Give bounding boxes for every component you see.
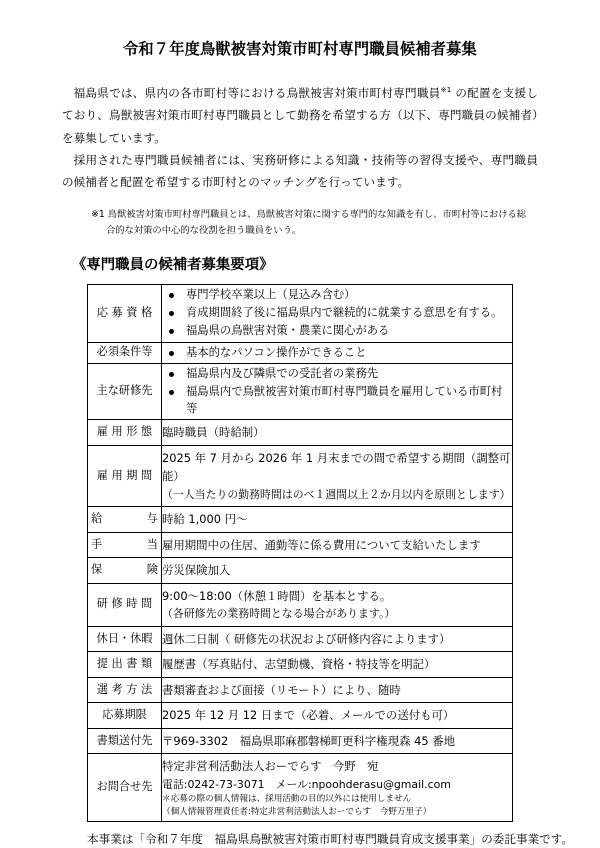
table-row-label-text: 雇 用 期 間 — [96, 468, 153, 482]
table-row — [88, 703, 513, 728]
list-item: 福島県内及び隣県での受託者の業務先 — [162, 366, 512, 382]
footnote-block — [0, 193, 600, 237]
footnote-line-2: 合的な対策の中心的な役割を担う職員をいう。 — [105, 224, 302, 236]
table-row-value — [162, 558, 513, 583]
table-row — [88, 342, 513, 363]
list-item: 福島県の鳥獣害対策・農業に関心がある — [162, 323, 512, 339]
label-part: 手 — [91, 537, 103, 551]
table-row-value — [162, 420, 513, 445]
section-heading-requirements: 《専門職員の候補者募集要項》 — [72, 256, 274, 273]
table-row — [88, 677, 513, 702]
intro-section — [0, 58, 600, 193]
list-item: 基本的なパソコン操作ができること — [162, 345, 512, 361]
table-row — [88, 284, 513, 342]
table-row-value — [162, 532, 513, 557]
value-line: 2025 年 7 月から 2026 年 1 月末までの間で希望する期間（調整可能） — [162, 450, 511, 484]
value-line: 書類審査および面接（リモート）により、随時 — [162, 682, 401, 697]
value-line: 労災保険加入 — [162, 563, 231, 578]
intro-paragraph-2: 採用された専門職員候補者には、実務研修による知識・技術等の習得支援や、専門職員の候補者と配置を希望する市町村とのマッチングを行っています。 — [62, 152, 538, 190]
table-row-value — [162, 728, 513, 753]
table-row — [88, 754, 513, 822]
label-part: 給 — [91, 512, 103, 526]
requirements-table-wrapper — [0, 274, 600, 823]
requirements-table-body — [88, 284, 513, 822]
table-row-label-text: 主な研修先 — [96, 384, 153, 398]
table-row-label-text: 雇 用 形 態 — [96, 425, 153, 439]
table-row-label — [88, 364, 162, 420]
table-row-label — [88, 677, 162, 702]
footnote-line-1: ※1 鳥獣被害対策市町村専門職員とは、鳥獣被害対策に関する専門的な知識を有し、市町村等における総 — [91, 209, 527, 221]
table-row-label-text: 応募期限 — [102, 708, 147, 722]
value-line: 雇用期間中の住居、通勤等に係る費用について支給いたします — [162, 537, 481, 552]
bullet-list — [162, 345, 512, 361]
value-line: 特定非営利活動法人おーでらす 今野 宛 — [162, 759, 379, 774]
value-line: 9:00～18:00（休憩１時間）を基本とする。 — [162, 588, 392, 603]
value-note: （個人情報管理責任者:特定非営利活動法人おーでらす 今野万里子） — [162, 806, 432, 817]
table-row-label — [88, 420, 162, 445]
table-row-label — [88, 558, 162, 583]
value-line: 電話:0242-73-3071 メール:npoohderasu@gmail.com — [162, 777, 451, 791]
label-part: 保 — [91, 563, 103, 577]
table-row-value — [162, 626, 513, 651]
value-line: 〒969-3302 福島県耶麻郡磐梯町更科字権現森 45 番地 — [162, 733, 455, 748]
table-row-value — [162, 583, 513, 626]
table-row-label-text — [88, 511, 161, 528]
page-title: 令和７年度鳥獣被害対策市町村専門職員候補者募集 — [123, 40, 477, 58]
table-row-label-text: 応 募 資 格 — [96, 305, 153, 319]
table-row-label-text: 休日・休暇 — [96, 631, 153, 645]
table-row-label-text: お問合せ先 — [96, 780, 153, 794]
value-line: 週休二日制（ 研修先の状況および研修内容によります） — [162, 631, 451, 646]
table-row-label — [88, 445, 162, 507]
table-row — [88, 532, 513, 557]
list-item: 育成期間終了後に福島県内で継続的に就業する意思を有する。 — [162, 305, 512, 321]
bullet-list — [162, 366, 512, 417]
table-row — [88, 626, 513, 651]
table-row — [88, 583, 513, 626]
table-row-label-text: 必須条件等 — [96, 345, 153, 359]
closing-statement: 本事業は「令和７年度 福島県鳥獣被害対策市町村専門職員育成支援事業」の委託事業です。 — [87, 832, 574, 847]
value-line: 履歴書（写真貼付、志望動機、資格・特技等を明記） — [162, 657, 436, 672]
table-row-label — [88, 754, 162, 822]
table-row-label — [88, 284, 162, 342]
table-row — [88, 507, 513, 532]
value-line: （各研修先の業務時間となる場合があります。） — [162, 607, 396, 621]
table-row-label — [88, 703, 162, 728]
table-row — [88, 445, 513, 507]
requirements-table — [87, 284, 513, 823]
table-row — [88, 728, 513, 753]
table-row-value — [162, 677, 513, 702]
table-row-label-text: 選 考 方 法 — [96, 682, 153, 696]
value-line: 臨時職員（時給制） — [162, 425, 265, 440]
table-row-label-text: 書類送付先 — [96, 733, 153, 747]
table-row-label-text: 提 出 書 類 — [96, 657, 153, 671]
table-row-value — [162, 445, 513, 507]
footnote-marker: ※1 — [440, 85, 452, 95]
table-row-label-text — [88, 537, 161, 554]
value-line: 時給 1,000 円～ — [162, 512, 248, 527]
table-row — [88, 652, 513, 677]
table-row-label — [88, 532, 162, 557]
intro-paragraph-1-part-b: の配置を支援しており、鳥獣被害対策市町村専門職員として勤務を希望する方（以下、専門職員の候補者）を募集しています。 — [62, 86, 538, 145]
table-row-label — [88, 583, 162, 626]
table-row-label — [88, 626, 162, 651]
table-row-label — [88, 728, 162, 753]
table-row-value — [162, 754, 513, 822]
table-row-value — [162, 342, 513, 363]
label-part: 当 — [146, 537, 158, 551]
table-row — [88, 420, 513, 445]
table-row-value — [162, 703, 513, 728]
table-row-label-text — [88, 562, 161, 579]
table-row-value — [162, 284, 513, 342]
value-line: 2025 年 12 月 12 日まで（必着、メールでの送付も可） — [162, 708, 455, 723]
table-row — [88, 558, 513, 583]
intro-paragraph-1-part-a: 福島県では、県内の各市町村等における鳥獣被害対策市町村専門職員 — [73, 86, 441, 101]
value-line: （一人当たりの勤務時間はのべ１週間以上２か月以内を原則とします） — [162, 487, 511, 501]
table-row-value — [162, 652, 513, 677]
intro-paragraph-1 — [62, 82, 538, 149]
table-row-label — [88, 342, 162, 363]
list-item: 福島県内で鳥獣被害対策市町村専門職員を雇用している市町村等 — [162, 384, 512, 417]
table-row-value — [162, 364, 513, 420]
table-row-label-text: 研 修 時 間 — [96, 597, 153, 611]
list-item: 専門学校卒業以上（見込み含む） — [162, 287, 512, 303]
value-note: ＊応募の際の個人情報は、採用活動の目的以外には使用しません — [162, 794, 412, 805]
table-row-value — [162, 507, 513, 532]
label-part: 与 — [146, 512, 158, 526]
table-row-label — [88, 652, 162, 677]
bullet-list — [162, 287, 512, 340]
label-part: 険 — [146, 563, 158, 577]
table-row — [88, 364, 513, 420]
table-row-label — [88, 507, 162, 532]
